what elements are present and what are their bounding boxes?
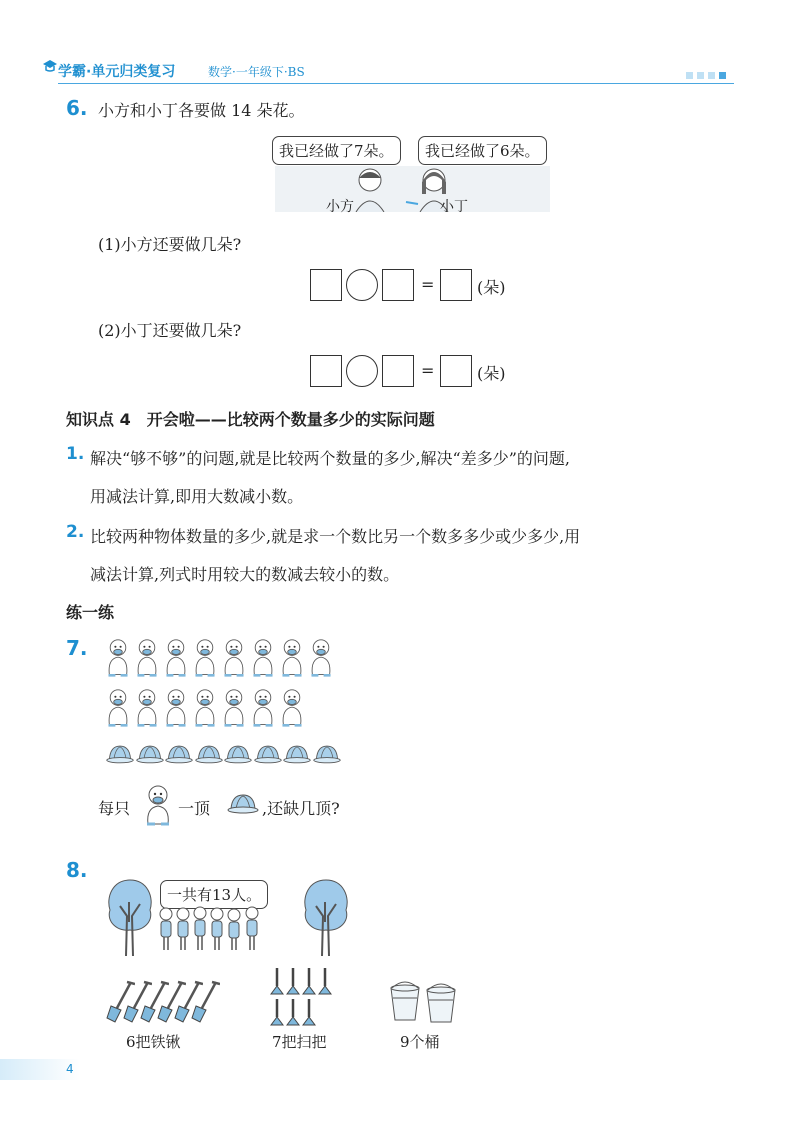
name-xiaoding: 小丁 bbox=[440, 199, 468, 215]
q6-illustration bbox=[270, 130, 555, 218]
hat-icon bbox=[282, 742, 312, 770]
rake-icon bbox=[302, 999, 316, 1031]
header-rule bbox=[58, 83, 734, 84]
answer-box[interactable] bbox=[382, 269, 414, 301]
speech-bubble-total: 一共有13人。 bbox=[160, 880, 268, 909]
answer-box[interactable] bbox=[310, 355, 342, 387]
speech-bubble-xiaoding: 我已经做了6朵。 bbox=[418, 136, 547, 165]
header-square bbox=[719, 72, 726, 79]
bucket-icon bbox=[388, 980, 458, 1026]
rake-icon bbox=[286, 968, 300, 1000]
unit-label: (朵) bbox=[477, 278, 506, 297]
operator-circle[interactable] bbox=[346, 269, 378, 301]
answer-box[interactable] bbox=[310, 269, 342, 301]
hat-icon bbox=[253, 742, 283, 770]
page-number: 4 bbox=[66, 1062, 74, 1076]
duck-icon bbox=[134, 636, 160, 684]
duck-icon bbox=[105, 686, 131, 734]
header-square bbox=[708, 72, 715, 79]
q8-number: 8. bbox=[66, 858, 88, 882]
tree-icon bbox=[300, 876, 352, 956]
q6-sub2: (2)小丁还要做几朵? bbox=[98, 321, 242, 340]
duck-icon bbox=[221, 636, 247, 684]
hat-icon bbox=[105, 742, 135, 770]
point-1-line-2: 用减法计算,即用大数减小数。 bbox=[90, 487, 304, 506]
point-2-number: 2. bbox=[66, 522, 85, 542]
operator-circle[interactable] bbox=[346, 355, 378, 387]
cap-icon bbox=[42, 58, 58, 74]
q7-question-b: 一顶 bbox=[178, 799, 211, 818]
hat-icon bbox=[135, 742, 165, 770]
rake-icon bbox=[270, 968, 284, 1000]
shovel-icon bbox=[190, 980, 220, 1028]
shovel-group bbox=[105, 980, 235, 1024]
q6-sub1: (1)小方还要做几朵? bbox=[98, 235, 242, 254]
hat-icon bbox=[194, 742, 224, 770]
rake-label: 7把扫把 bbox=[272, 1033, 327, 1051]
duck-row-1 bbox=[105, 636, 345, 682]
hat-icon bbox=[164, 742, 194, 770]
hat-icon bbox=[223, 742, 253, 770]
header-square bbox=[697, 72, 704, 79]
q7-number: 7. bbox=[66, 636, 88, 660]
unit-label: (朵) bbox=[477, 364, 506, 383]
hat-row bbox=[105, 742, 345, 770]
section-title: 知识点 4 开会啦——比较两个数量多少的实际问题 bbox=[66, 410, 435, 429]
rake-icon bbox=[270, 999, 284, 1031]
hat-icon bbox=[312, 742, 342, 770]
name-xiaofang: 小方 bbox=[326, 199, 354, 215]
duck-icon bbox=[250, 686, 276, 734]
duck-icon bbox=[143, 784, 173, 826]
hat-icon bbox=[226, 792, 260, 814]
duck-icon bbox=[163, 686, 189, 734]
duck-icon bbox=[221, 686, 247, 734]
point-2-line-1: 比较两种物体数量的多少,就是求一个数比另一个数多多少或少多少,用 bbox=[90, 527, 581, 546]
equation-row-2 bbox=[310, 355, 530, 387]
header-subtitle: 数学·一年级下·BS bbox=[208, 65, 305, 79]
duck-icon bbox=[192, 686, 218, 734]
rake-group bbox=[270, 968, 340, 1028]
q6-number: 6. bbox=[66, 96, 88, 120]
practice-heading: 练一练 bbox=[66, 603, 115, 622]
point-2-line-2: 减法计算,列式时用较大的数减去较小的数。 bbox=[90, 565, 400, 584]
answer-box[interactable] bbox=[440, 269, 472, 301]
answer-box[interactable] bbox=[382, 355, 414, 387]
duck-icon bbox=[250, 636, 276, 684]
duck-icon bbox=[105, 636, 131, 684]
q6-text: 小方和小丁各要做 14 朵花。 bbox=[98, 101, 305, 120]
point-1-number: 1. bbox=[66, 444, 85, 464]
duck-icon bbox=[192, 636, 218, 684]
duck-icon bbox=[308, 636, 334, 684]
equation-row-1 bbox=[310, 269, 530, 301]
q7-question-c: ,还缺几顶? bbox=[262, 799, 340, 818]
rake-icon bbox=[318, 968, 332, 1000]
duck-icon bbox=[163, 636, 189, 684]
header-brand: 学霸·单元归类复习 bbox=[58, 64, 176, 80]
bucket-label: 9个桶 bbox=[400, 1033, 440, 1051]
equals-sign: = bbox=[421, 275, 435, 294]
group-of-people-icon bbox=[156, 904, 266, 954]
rake-icon bbox=[302, 968, 316, 1000]
speech-bubble-xiaofang: 我已经做了7朵。 bbox=[272, 136, 401, 165]
q7-question-a: 每只 bbox=[98, 799, 131, 818]
rake-icon bbox=[286, 999, 300, 1031]
header-square bbox=[686, 72, 693, 79]
point-1-line-1: 解决“够不够”的问题,就是比较两个数量的多少,解决“差多少”的问题, bbox=[90, 449, 570, 468]
shovel-label: 6把铁锹 bbox=[126, 1033, 181, 1051]
equals-sign: = bbox=[421, 361, 435, 380]
tree-icon bbox=[104, 876, 156, 956]
duck-icon bbox=[279, 636, 305, 684]
duck-icon bbox=[279, 686, 305, 734]
answer-box[interactable] bbox=[440, 355, 472, 387]
duck-row-2 bbox=[105, 686, 345, 732]
duck-icon bbox=[134, 686, 160, 734]
